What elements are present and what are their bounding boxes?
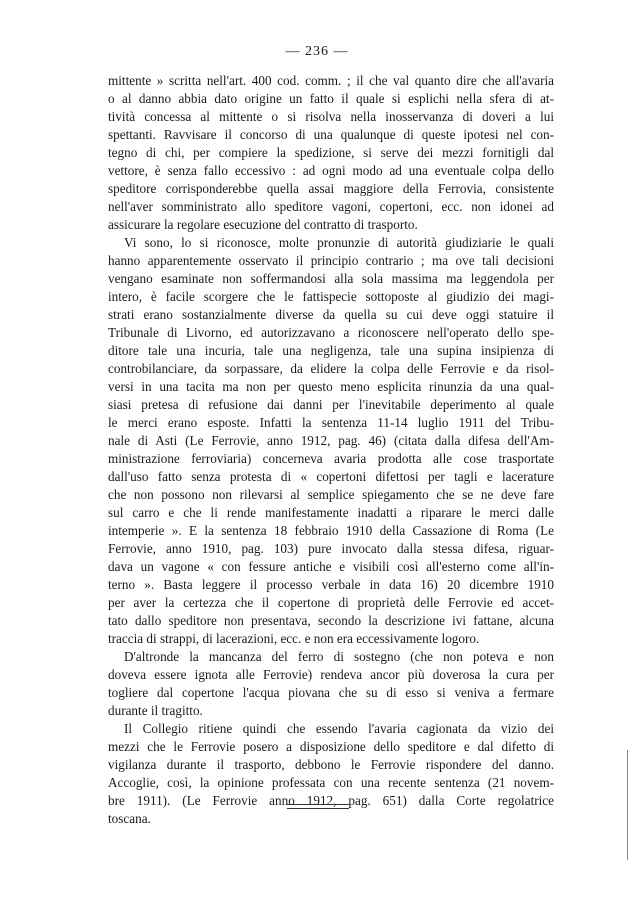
text-line: nale di Asti (Le Ferrovie, anno 1912, pag. 46) (citata dalla difesa dell'Am- [108,433,554,448]
text-line: Accoglie, così, la opinione professata con una recente sentenza (21 novem- [108,775,554,790]
text-line: assicurare la regolare esecuzione del contratto di trasporto. [108,217,418,232]
text-line: traccia di strappi, di lacerazioni, ecc. e non era eccessivamente logoro. [108,631,480,646]
text-line: tato dallo speditore non presentava, secondo la descrizione ivi fattane, alcuna [108,613,554,628]
text-line: versi in una tacita ma non per questo meno esplicita rinunzia da una qual- [108,379,554,394]
text-line: o al danno abbia dato origine un fatto il quale si esplichi nella sfera di at- [108,91,554,106]
paragraph [108,234,554,648]
text-line: ditore tale una incuria, tale una negligenza, tale una supina insipienza di [108,343,554,358]
paragraph [108,648,554,720]
text-line: vigilanza durante il trasporto, debbono le Ferrovie rispondere del danno. [108,757,554,772]
text-line: tegno di chi, per compiere la spedizione, si serve dei mezzi fornitigli dal [108,145,554,160]
text-line: le merci erano esposte. Infatti la sentenza 11-14 luglio 1911 del Tribu- [108,415,554,430]
text-line: siasi pretesa di refusione dai danni per l'inevitabile deperimento al quale [108,397,554,412]
text-line: D'altronde la mancanza del ferro di sostegno (che non poteva e non [124,649,554,664]
text-line: Ferrovie, anno 1910, pag. 103) pure invocato dalla stessa difesa, riguar- [108,541,554,556]
text-line: terno ». Basta leggere il processo verbale in data 16) 20 dicembre 1910 [108,577,554,592]
scan-edge-mark [627,750,628,860]
text-line: dava un vagone « con fessure antiche e visibili così all'esterno come all'in- [108,559,554,574]
text-line: durante il tragitto. [108,703,203,718]
text-line: togliere dal copertone l'acqua piovana che su di esso si veniva a fermare [108,685,554,700]
text-line: tività concessa al mittente o si risolva nella inosservanza di doveri a lui [108,109,554,124]
text-line: speditore corrisponderebbe quella assai maggiore della Ferrovia, consistente [108,181,554,196]
text-line: spettanti. Ravvisare il concorso di una qualunque di queste ipotesi nel con- [108,127,554,142]
paragraph [108,72,554,234]
text-line: mittente » scritta nell'art. 400 cod. comm. ; il che val quanto dire che all'avaria [108,73,554,88]
text-line: strati erano sostanzialmente diverse da quella su cui deve oggi statuire il [108,307,554,322]
text-line: intemperie ». E la sentenza 18 febbraio 1910 della Cassazione di Roma (Le [108,523,554,538]
text-line: sul carro e che li rende manifestamente inadatti a riparare le merci dalle [108,505,554,520]
text-line: mezzi che le Ferrovie posero a disposizione dello speditore e dal difetto di [108,739,554,754]
text-line: Vi sono, lo si riconosce, molte pronunzie di autorità giudiziarie le quali [124,235,554,250]
page-number: — 236 — [285,44,349,59]
paragraph [108,720,554,828]
text-line: vengano esaminate non soffermandosi alla sola massima ma leggendola per [108,271,554,286]
text-line: doveva essere ignota alle Ferrovie) rendeva ancor più doverosa la cura per [108,667,554,682]
text-line: controbilanciare, da sorpassare, da elidere la colpa delle Ferrovie e da risol- [108,361,554,376]
text-line: ministrazione ferroviaria) concerneva avaria prodotta alle cose trasportate [108,451,554,466]
body-text [108,72,554,828]
text-line: che non possono non rilevarsi al semplice spiegamento che se ne deve fare [108,487,554,502]
text-line: hanno apparentemente osservato il principio contrario ; ma ove tali decisioni [108,253,554,268]
text-line: Tribunale di Livorno, ed autorizzavano a riconoscere nell'operato dello spe- [108,325,554,340]
text-line: Il Collegio ritiene quindi che essendo l'avaria cagionata da vizio dei [124,721,554,736]
text-line: bre 1911). (Le Ferrovie anno 1912, pag. 651) dalla Corte regolatrice [108,793,554,808]
closing-rule [287,804,349,805]
closing-rule [287,808,349,809]
text-line: intero, è facile scorgere che le fattispecie sottoposte al giudizio dei magi- [108,289,554,304]
text-line: vettore, è senza fallo eccessivo : ad ogni modo ad una eventuale colpa dello [108,163,554,178]
text-line: dall'uso fatto senza protesta di « copertoni difettosi per tagli e lacerature [108,469,554,484]
text-line: nell'aver somministrato allo speditore vagoni, copertoni, ecc. non idonei ad [108,199,554,214]
text-line: toscana. [108,811,151,826]
text-line: per aver la certezza che il copertone di proprietà delle Ferrovie ed accet- [108,595,554,610]
